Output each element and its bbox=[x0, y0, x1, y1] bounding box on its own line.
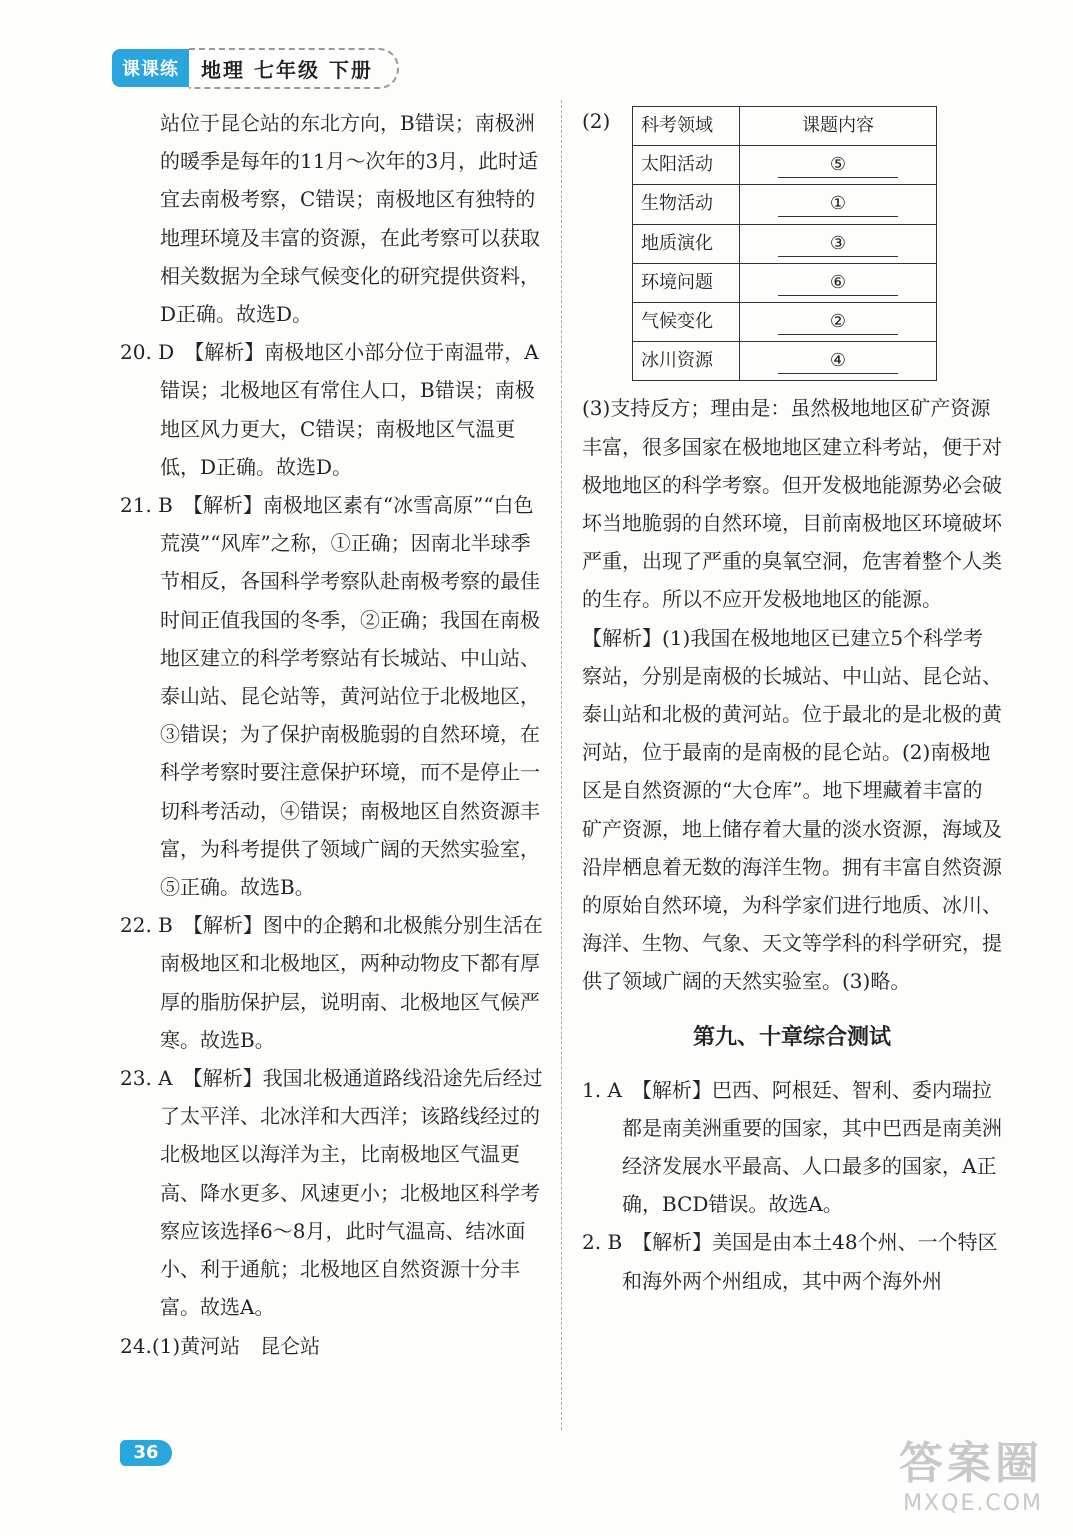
table-row bbox=[633, 224, 937, 263]
table-row bbox=[633, 303, 937, 342]
column-divider bbox=[561, 100, 562, 1430]
table-cell-answer: ⑤ bbox=[778, 153, 898, 178]
continued-text: 站位于昆仑站的东北方向，B错误；南极洲的暖季是每年的11月～次年的3月，此时适宜去南极考察，C错误；南极地区有独特的地理环境及丰富的资源，在此考察可以获取相关数据为全球气候变化的研究提供资料，D正确。故选D。 bbox=[160, 111, 540, 327]
research-table bbox=[632, 106, 937, 381]
item-number: 2. B bbox=[582, 1230, 623, 1255]
book-title: 地理 七年级 下册 bbox=[189, 48, 399, 89]
item-number: 20. D bbox=[120, 340, 175, 365]
item-number: 21. B bbox=[120, 493, 173, 518]
item-text: 【解析】美国是由本土48个州、一个特区和海外两个州组成，其中两个海外州 bbox=[622, 1230, 998, 1293]
table-row bbox=[633, 342, 937, 381]
item-text: 【解析】南极地区小部分位于南温带，A错误；北极地区有常住人口，B错误；南极地区风力更大，C错误；南极地区气温更低，D正确。故选D。 bbox=[160, 340, 539, 479]
table-cell-field: 气候变化 bbox=[633, 303, 740, 342]
table-cell-field: 冰川资源 bbox=[633, 342, 740, 381]
analysis-text: 【解析】(1)我国在极地地区已建立5个科学考察站，分别是南极的长城站、中山站、昆仑站、泰山站和北极的黄河站。位于最北的是北极的黄河站，位于最南的是南极的昆仑站。(2)南极地区是自然资源的“大仓库”。地下埋藏着丰富的矿产资源，地上储存着大量的淡水资源，海域及沿岸栖息着无数的海洋生物。拥有丰富自然资源的原始自然环境，为科学家们进行地质、冰川、海洋、生物、气象、天文等学科的科学研究，提供了领域广阔的天然实验室。(3)略。 bbox=[582, 625, 1002, 994]
answer-item-23 bbox=[120, 1059, 544, 1326]
answer-item-24 bbox=[120, 1327, 544, 1365]
table-cell-field: 环境问题 bbox=[633, 263, 740, 302]
section-title: 第九、十章综合测试 bbox=[692, 1024, 891, 1050]
page-number: 36 bbox=[120, 1440, 172, 1466]
watermark bbox=[899, 1427, 1043, 1516]
table-header-row bbox=[633, 107, 937, 146]
item-number: 22. B bbox=[120, 913, 173, 938]
item-text: 【解析】南极地区素有“冰雪高原”“白色荒漠”“风库”之称，①正确；因南北半球季节相反，各国科学考察队赴南极考察的最佳时间正值我国的冬季，②正确；我国在南极地区建立的科学考察站有长城站、中山站、泰山站、昆仑站等，黄河站位于北极地区，③错误；为了保护南极脆弱的自然环境，在科学考察时要注意保护环境，而不是停止一切科考活动，④错误；南极地区自然资源丰富，为科考提供了领域广阔的天然实验室，⑤正确。故选B。 bbox=[160, 493, 540, 900]
item-text: (1)黄河站 昆仑站 bbox=[151, 1333, 321, 1358]
item-number: 24. bbox=[120, 1333, 152, 1358]
series-badge: 课课练 bbox=[112, 49, 189, 87]
table-row bbox=[633, 185, 937, 224]
answer-table-block bbox=[582, 106, 1002, 381]
item-text: 【解析】图中的企鹅和北极熊分别生活在南极地区和北极地区，两种动物皮下都有厚厚的脂肪保护层，说明南、北极地区气候严寒。故选B。 bbox=[160, 913, 543, 1052]
answer-item-1 bbox=[582, 1071, 1002, 1224]
table-header: 课题内容 bbox=[740, 107, 937, 146]
table-row bbox=[633, 146, 937, 185]
table-cell-answer: ⑥ bbox=[778, 271, 898, 296]
table-label: (2) bbox=[582, 109, 611, 133]
answer-item-20 bbox=[120, 333, 544, 486]
answer-item-22 bbox=[120, 906, 544, 1059]
page-header bbox=[112, 48, 399, 88]
item-text: 【解析】巴西、阿根廷、智利、委内瑞拉都是南美洲重要的国家，其中巴西是南美洲经济发展水平最高、人口最多的国家，A正确，BCD错误。故选A。 bbox=[622, 1077, 1002, 1217]
item-number: 1. A bbox=[582, 1077, 622, 1102]
table-header: 科考领域 bbox=[633, 107, 740, 146]
table-cell-answer: ① bbox=[778, 192, 898, 217]
table-cell-answer: ④ bbox=[778, 349, 898, 374]
item-number: 23. A bbox=[120, 1066, 173, 1091]
left-column bbox=[120, 104, 544, 1365]
watermark-main: 答案圈 bbox=[899, 1438, 1043, 1489]
answer-item-21 bbox=[120, 486, 544, 906]
item-text: 【解析】我国北极通道路线沿途先后经过了太平洋、北冰洋和大西洋；该路线经过的北极地区以海洋为主，比南极地区气温更高、降水更多、风速更小；北极地区科学考察应该选择6～8月，此时气温高、结冰面小、利于通航；北极地区自然资源十分丰富。故选A。 bbox=[160, 1066, 543, 1320]
answer-item-2 bbox=[582, 1223, 1002, 1299]
table-cell-field: 太阳活动 bbox=[633, 146, 740, 185]
right-column bbox=[582, 104, 1002, 1300]
table-cell-field: 生物活动 bbox=[633, 185, 740, 224]
table-cell-answer: ② bbox=[778, 310, 898, 335]
answer-part-3: (3)支持反方；理由是：虽然极地地区矿产资源丰富，很多国家在极地地区建立科考站，便于对极地地区的科学考察。但开发极地能源势必会破坏当地脆弱的自然环境，目前南极地区环境破坏严重，出现了严重的臭氧空洞，危害着整个人类的生存。所以不应开发极地地区的能源。 bbox=[582, 396, 1002, 612]
watermark-sub: MXQE.COM bbox=[903, 1491, 1043, 1516]
table-row bbox=[633, 263, 937, 302]
table-cell-field: 地质演化 bbox=[633, 224, 740, 263]
table-cell-answer: ③ bbox=[778, 232, 898, 257]
